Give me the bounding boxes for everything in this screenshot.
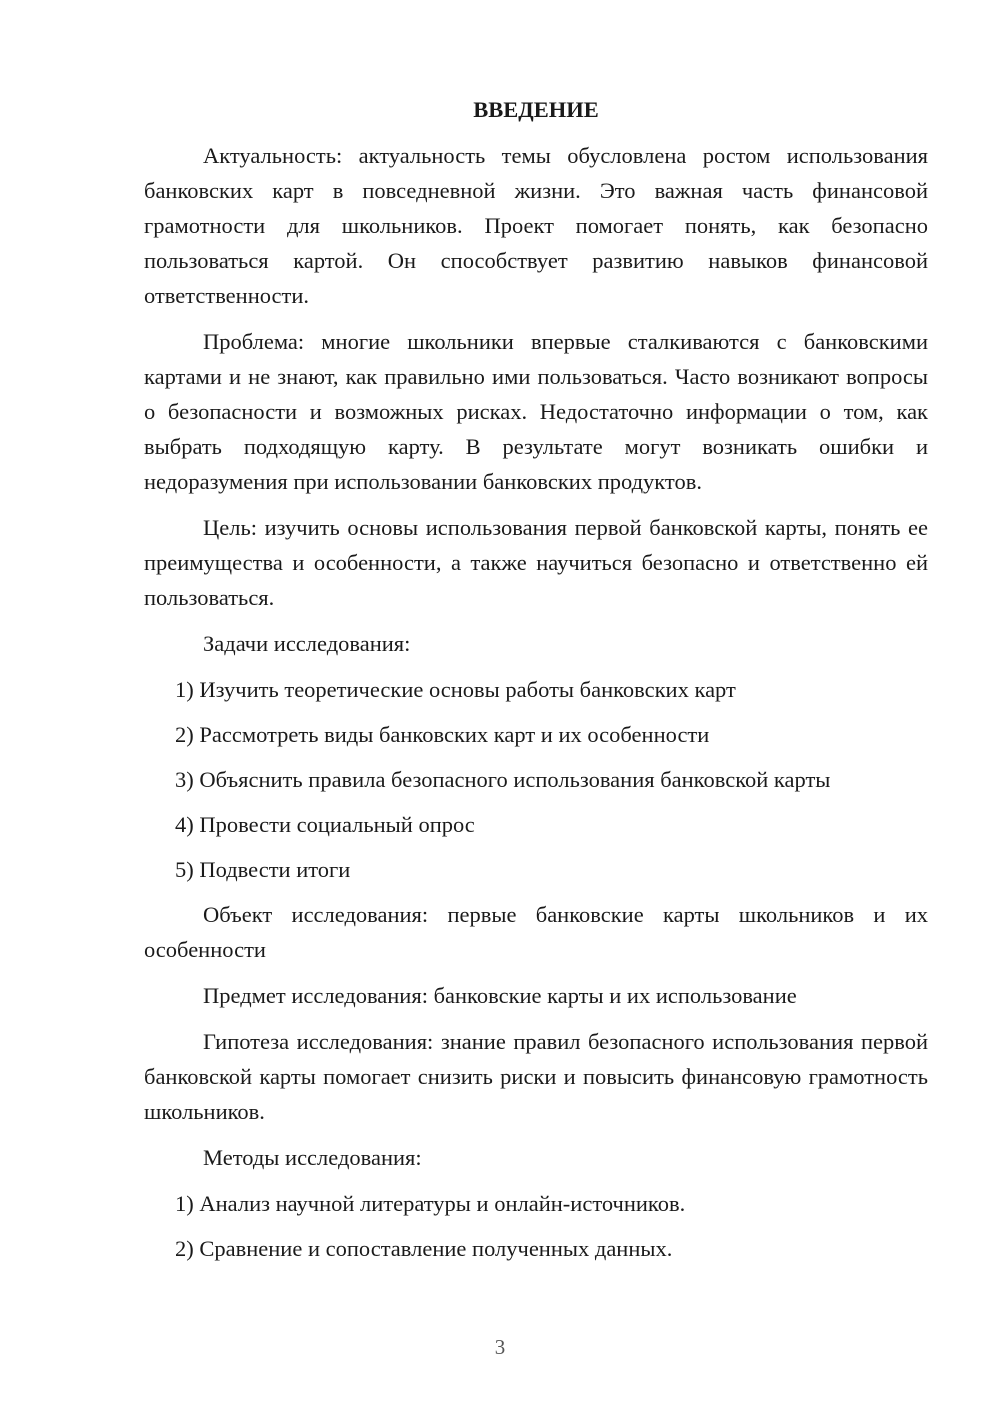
relevance-paragraph: Актуальность: актуальность темы обусловлена ростом использования банковских карт в повседневной жизни. Это важная часть финансовой грамотности для школьников. Проект помогает понять, как безопасно пользоваться картой. Он способствует развитию навыков финансовой ответственности. [144, 143, 928, 308]
subject-paragraph: Предмет исследования: банковские карты и их использование [203, 983, 797, 1008]
method-item: 2) Сравнение и сопоставление полученных данных. [175, 1236, 673, 1261]
task-item: 4) Провести социальный опрос [175, 812, 475, 837]
goal-paragraph: Цель: изучить основы использования первой банковской карты, понять ее преимущества и особенности, а также научиться безопасно и ответственно ей пользоваться. [144, 515, 928, 610]
document-page [144, 92, 928, 1276]
hypothesis-paragraph: Гипотеза исследования: знание правил безопасного использования первой банковской карты помогает снизить риски и повысить финансовую грамотность школьников. [144, 1029, 928, 1124]
section-title: ВВЕДЕНИЕ [473, 97, 599, 122]
tasks-list [144, 672, 928, 887]
object-paragraph: Объект исследования: первые банковские карты школьников и их особенности [144, 902, 928, 962]
task-item: 3) Объяснить правила безопасного использования банковской карты [175, 767, 831, 792]
methods-heading: Методы исследования: [203, 1145, 422, 1170]
method-item: 1) Анализ научной литературы и онлайн-источников. [175, 1191, 686, 1216]
page-number: 3 [494, 1335, 506, 1359]
tasks-heading: Задачи исследования: [203, 631, 411, 656]
problem-paragraph: Проблема: многие школьники впервые сталкиваются с банковскими картами и не знают, как правильно ими пользоваться. Часто возникают вопросы о безопасности и возможных рисках. Недостаточно информации о том, как выбрать подходящую карту. В результате могут возникать ошибки и недоразумения при использовании банковских продуктов. [144, 329, 928, 494]
task-item: 2) Рассмотреть виды банковских карт и их особенности [175, 722, 710, 747]
task-item: 5) Подвести итоги [175, 857, 351, 882]
methods-list [144, 1186, 928, 1266]
task-item: 1) Изучить теоретические основы работы банковских карт [175, 677, 736, 702]
